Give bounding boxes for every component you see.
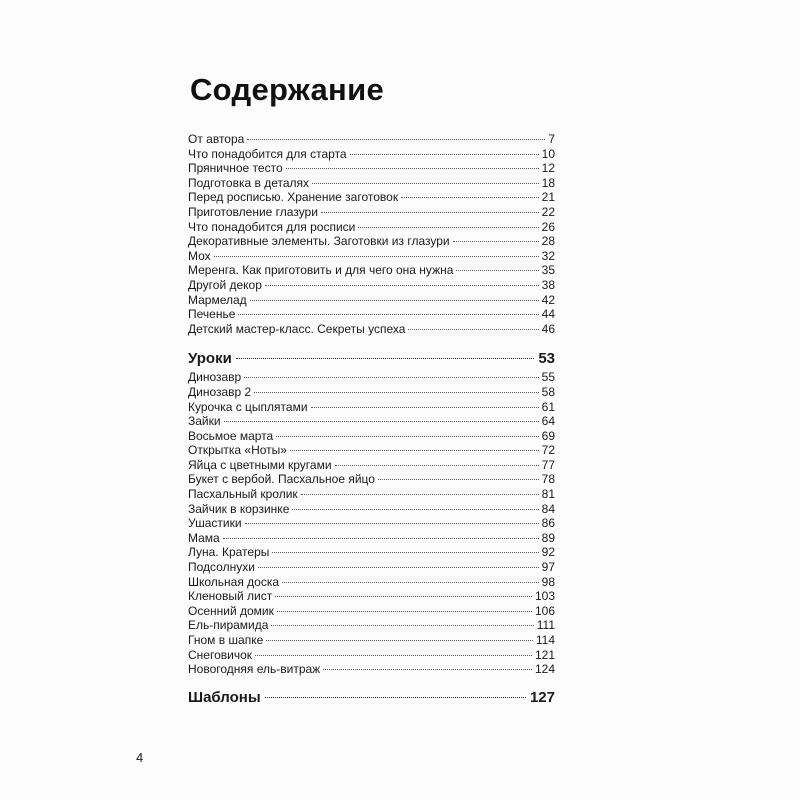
toc-entry-page: 7 <box>548 132 555 146</box>
toc-entry-label: Мармелад <box>188 292 247 307</box>
toc-entry-label: Перед росписью. Хранение заготовок <box>188 190 399 205</box>
dot-leader <box>301 494 539 495</box>
toc-entry-page: 12 <box>541 161 555 176</box>
dot-leader <box>266 640 533 641</box>
toc-entry <box>188 429 555 444</box>
dot-leader <box>290 450 539 451</box>
dot-leader <box>271 625 533 626</box>
toc-entry-page: 35 <box>541 263 555 278</box>
toc-entry <box>188 516 555 531</box>
toc-entry <box>188 648 555 663</box>
toc-entry-label: Мама <box>188 530 220 545</box>
section-templates <box>188 687 555 709</box>
dot-leader <box>311 407 539 408</box>
toc-entry-label: Зайки <box>188 414 221 429</box>
toc-entry <box>188 385 555 400</box>
dot-leader <box>292 509 538 510</box>
toc-entry-label: Пасхальный кролик <box>188 487 298 502</box>
toc-entry <box>188 278 555 293</box>
toc-entry-label: Мох <box>188 248 211 263</box>
toc-entry-label: Динозавр <box>188 370 242 385</box>
toc-entry-page: 69 <box>541 428 555 443</box>
dot-leader <box>401 197 539 198</box>
toc-entry <box>188 190 555 205</box>
toc-entry-label: Осенний домик <box>188 603 274 618</box>
toc-entry <box>188 147 555 162</box>
toc-entry-label: Детский мастер-класс. Секреты успеха <box>188 321 406 336</box>
dot-leader <box>272 552 538 553</box>
toc-entry-page: 114 <box>535 633 555 647</box>
toc-entry-page: 46 <box>541 321 555 336</box>
toc-entry <box>188 604 555 619</box>
toc-entry <box>188 458 555 473</box>
toc-entry <box>188 249 555 264</box>
dot-leader <box>456 270 538 271</box>
section-heading: Шаблоны <box>188 688 261 706</box>
dot-leader <box>250 300 539 301</box>
dot-leader <box>453 241 539 242</box>
toc-entry-page: 55 <box>541 370 555 385</box>
toc-entry-label: Школьная доска <box>188 574 280 589</box>
toc-entry-label: Приготовление глазури <box>188 204 318 219</box>
toc-entry <box>188 575 555 590</box>
toc-entry-label: Подготовка в деталях <box>188 175 310 190</box>
dot-leader <box>276 436 538 437</box>
dot-leader <box>244 377 538 378</box>
dot-leader <box>236 358 534 359</box>
toc-entry <box>188 618 555 633</box>
toc-entry <box>188 589 555 604</box>
toc-entry-page: 18 <box>541 175 555 190</box>
toc-entry-page: 81 <box>541 487 555 502</box>
dot-leader <box>350 154 539 155</box>
toc-entry-label: Зайчик в корзинке <box>188 501 290 516</box>
toc-entry-page: 103 <box>534 589 555 604</box>
toc-entry-page: 42 <box>541 292 555 307</box>
dot-leader <box>275 596 532 597</box>
toc-entry <box>188 220 555 235</box>
toc-entry-page: 26 <box>541 219 555 234</box>
toc-entry <box>188 176 555 191</box>
toc-entry-page: 28 <box>541 234 555 249</box>
toc-entry <box>188 545 555 560</box>
section-page-number: 127 <box>529 688 555 706</box>
toc-entry <box>188 443 555 458</box>
toc-entry-label: Подсолнухи <box>188 560 255 575</box>
toc-entry <box>188 263 555 278</box>
dot-leader <box>214 256 539 257</box>
dot-leader <box>258 567 539 568</box>
toc-entry-page: 97 <box>541 560 555 575</box>
dot-leader <box>265 285 539 286</box>
toc-entry-page: 10 <box>541 146 555 161</box>
toc-entry-page: 64 <box>541 414 555 429</box>
toc-entry-label: Луна. Кратеры <box>188 545 270 560</box>
toc-entry <box>188 502 555 517</box>
toc-entry-label: Динозавр 2 <box>188 384 252 399</box>
section-heading: Уроки <box>188 350 232 368</box>
toc-entry <box>188 132 555 147</box>
dot-leader <box>238 314 538 315</box>
toc-entry-label: Что понадобится для росписи <box>188 219 356 234</box>
toc-entry-page: 98 <box>541 574 555 589</box>
toc-entry-page: 84 <box>541 501 555 516</box>
toc-entry-label: Снеговичок <box>188 647 253 662</box>
toc-entry-label: Печенье <box>188 307 236 322</box>
toc-entry-page: 92 <box>541 545 555 560</box>
toc-entry-label: Меренга. Как приготовить и для чего она нужна <box>188 263 454 278</box>
toc-entry-page: 72 <box>541 443 555 458</box>
toc-entry-page: 89 <box>541 530 555 545</box>
toc-entry <box>188 662 555 677</box>
toc-entry-page: 38 <box>541 277 555 292</box>
page-number: 4 <box>136 750 144 765</box>
dot-leader <box>408 329 538 330</box>
toc-entry <box>188 370 555 385</box>
lessons-entries <box>188 370 555 676</box>
toc-entry-page: 86 <box>541 516 555 531</box>
toc-entry-label: Декоративные элементы. Заготовки из глазури <box>188 234 450 249</box>
dot-leader <box>378 479 539 480</box>
toc-entry-label: Пряничное тесто <box>188 161 283 176</box>
toc-entry-label: Гном в шапке <box>188 633 264 647</box>
toc-entry-page: 124 <box>534 662 555 677</box>
toc-entry-page: 44 <box>541 307 555 322</box>
toc-entry <box>188 400 555 415</box>
page-title: Содержание <box>190 72 384 107</box>
table-of-contents <box>188 132 555 709</box>
toc-entry <box>188 487 555 502</box>
toc-entry-label: От автора <box>188 132 245 146</box>
toc-entry <box>188 205 555 220</box>
dot-leader <box>254 392 538 393</box>
dot-leader <box>323 669 532 670</box>
toc-entry-label: Новогодняя ель-витраж <box>188 662 321 677</box>
toc-entry-page: 78 <box>541 472 555 487</box>
dot-leader <box>223 538 539 539</box>
toc-entry <box>188 414 555 429</box>
toc-entry <box>188 560 555 575</box>
toc-entry <box>188 531 555 546</box>
dot-leader <box>255 655 532 656</box>
toc-entry <box>188 322 555 337</box>
dot-leader <box>247 139 545 140</box>
dot-leader <box>265 697 526 698</box>
toc-entry-label: Яйца с цветными кругами <box>188 457 332 472</box>
toc-entry-page: 77 <box>541 457 555 472</box>
toc-entry-page: 22 <box>541 204 555 219</box>
dot-leader <box>224 421 539 422</box>
toc-entry <box>188 307 555 322</box>
toc-entry-label: Другой декор <box>188 277 262 292</box>
toc-entry-label: Открытка «Ноты» <box>188 443 287 458</box>
dot-leader <box>312 183 539 184</box>
toc-entry-label: Курочка с цыплятами <box>188 399 308 414</box>
section-lessons <box>188 348 555 370</box>
dot-leader <box>245 523 539 524</box>
dot-leader <box>286 168 539 169</box>
toc-entry-page: 111 <box>536 618 555 633</box>
toc-entry-page: 58 <box>541 384 555 399</box>
dot-leader <box>277 611 532 612</box>
toc-entry <box>188 293 555 308</box>
toc-entry-label: Кленовый лист <box>188 589 273 604</box>
toc-entry-page: 21 <box>541 190 555 205</box>
toc-entry <box>188 472 555 487</box>
toc-entry-label: Букет с вербой. Пасхальное яйцо <box>188 472 375 487</box>
toc-entry-page: 121 <box>534 647 555 662</box>
toc-entry-page: 32 <box>541 248 555 263</box>
toc-entry-label: Восьмое марта <box>188 428 274 443</box>
toc-entry <box>188 633 555 648</box>
toc-entry-label: Ель-пирамида <box>188 618 269 633</box>
dot-leader <box>282 582 539 583</box>
dot-leader <box>358 227 538 228</box>
intro-entries <box>188 132 555 336</box>
toc-entry-page: 61 <box>541 399 555 414</box>
toc-entry-label: Что понадобится для старта <box>188 146 347 161</box>
dot-leader <box>321 212 539 213</box>
toc-entry-page: 106 <box>534 603 555 618</box>
toc-entry <box>188 234 555 249</box>
dot-leader <box>335 465 539 466</box>
section-page-number: 53 <box>538 350 555 368</box>
toc-entry-label: Ушастики <box>188 516 242 531</box>
toc-entry <box>188 161 555 176</box>
